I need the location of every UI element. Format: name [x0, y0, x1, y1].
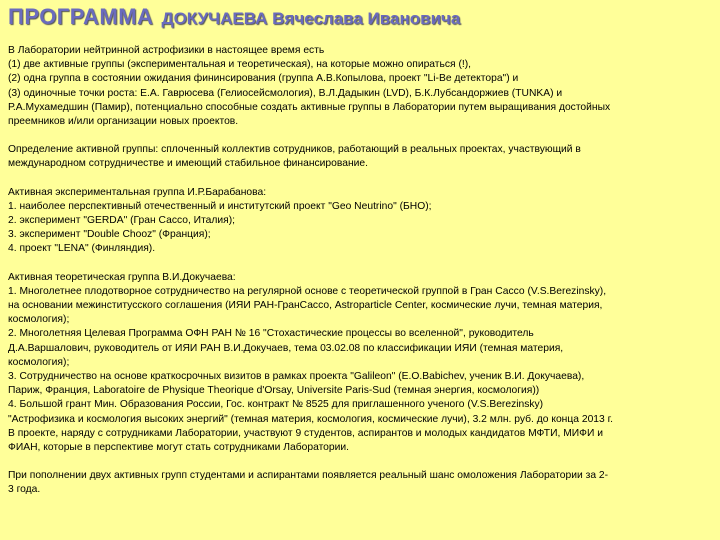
title-subtitle: ДОКУЧАЕВА Вячеслава Ивановича: [161, 9, 461, 28]
text-line: 3. Сотрудничество на основе краткосрочных визитов в рамках проекта "Galileon" (E.O.Babichev, ученик В.И. Докучаева),: [8, 371, 585, 383]
text-line: 3 года.: [8, 484, 41, 496]
title-main: ПРОГРАММА: [8, 4, 154, 29]
paragraph: [8, 469, 712, 497]
text-line: В Лаборатории нейтринной астрофизики в настоящее время есть: [8, 45, 325, 56]
text-line: Определение активной группы: сплоченный коллектив сотрудников, работающий в реальных проектах, участвующий в: [8, 144, 581, 156]
text-line: Р.А.Мухамедшин (Памир), потенциально способные создать активные группы в Лаборатории путем выращивания достойных: [8, 101, 611, 113]
title-row: [8, 4, 712, 30]
text-line: ФИАН, которые в перспективе могут стать сотрудниками Лаборатории.: [8, 442, 349, 454]
text-line: космология);: [8, 314, 70, 326]
paragraph: [8, 44, 712, 129]
text-line: на основании межинститусского соглашения (ИЯИ РАН-ГранСассо, Astroparticle Center, космические лучи, темная материя,: [8, 300, 603, 312]
text-line: (3) одиночные точки роста: Е.А. Гаврюсева (Гелиосейсмология), В.Л.Дадыкин (LVD), Б.К.Лубсандоржиев (TUNKA) и: [8, 87, 563, 99]
paragraph: [8, 271, 712, 456]
text-line: (1) две активные группы (экспериментальная и теоретическая), на которые можно опираться (!),: [8, 59, 472, 71]
text-line: Д.А.Варшалович, руководитель от ИЯИ РАН В.И.Докучаев, тема 03.02.08 по классификации ИЯИ (темная материя,: [8, 342, 564, 354]
text-line: 2. эксперимент "GERDA" (Гран Сассо, Италия);: [8, 215, 236, 227]
paragraph: [8, 186, 712, 257]
text-line: 4. Большой грант Мин. Образования России, Гос. контракт № 8525 для приглашенного ученого (V.S.Berezinsky): [8, 399, 544, 411]
text-line: космология);: [8, 356, 70, 368]
text-line: В проекте, наряду с сотрудниками Лаборатории, участвуют 9 студентов, аспирантов и молодых кандидатов МФТИ, МИФИ и: [8, 427, 604, 439]
text-line: (2) одна группа в состоянии ожидания фининсирования (группа А.В.Копылова, проект "Li-Be детектора") и: [8, 73, 519, 85]
text-line: "Астрофизика и космология высоких энергий" (темная материя, космология, космические лучи), 3.2 млн. руб. до конца 2013 г.: [8, 413, 613, 425]
text-line: международном сотрудничестве и имеющий стабильное финансирование.: [8, 158, 368, 170]
text-line: преемников и/или организации новых проектов.: [8, 116, 239, 128]
text-line: 3. эксперимент "Double Chooz" (Франция);: [8, 229, 211, 241]
text-line: 2. Многолетняя Целевая Программа ОФН РАН № 16 "Стохастические процессы во вселенной", руководитель: [8, 328, 534, 340]
content-body: [8, 44, 712, 498]
text-line: При пополнении двух активных групп студентами и аспирантами появляется реальный шанс омоложения Лаборатории за 2-: [8, 470, 609, 482]
text-line: 1. наиболее перспективный отечественный и институтский проект "Geo Neutrino" (БНО);: [8, 200, 432, 212]
text-line: Париж, Франция, Laboratoire de Physique Theorique d'Orsay, Universite Paris-Sud (темная энергия, космология)): [8, 385, 540, 397]
text-line: 1. Многолетнее плодотворное сотрудничество на регулярной основе с теоретической группой в Гран Сассо (V.S.Berezinsky),: [8, 285, 607, 297]
text-line: Активная экспериментальная группа И.Р.Барабанова:: [8, 186, 267, 198]
paragraph: [8, 143, 712, 171]
text-line: 4. проект "LENA" (Финляндия).: [8, 243, 156, 255]
text-line: Активная теоретическая группа В.И.Докучаева:: [8, 271, 236, 283]
